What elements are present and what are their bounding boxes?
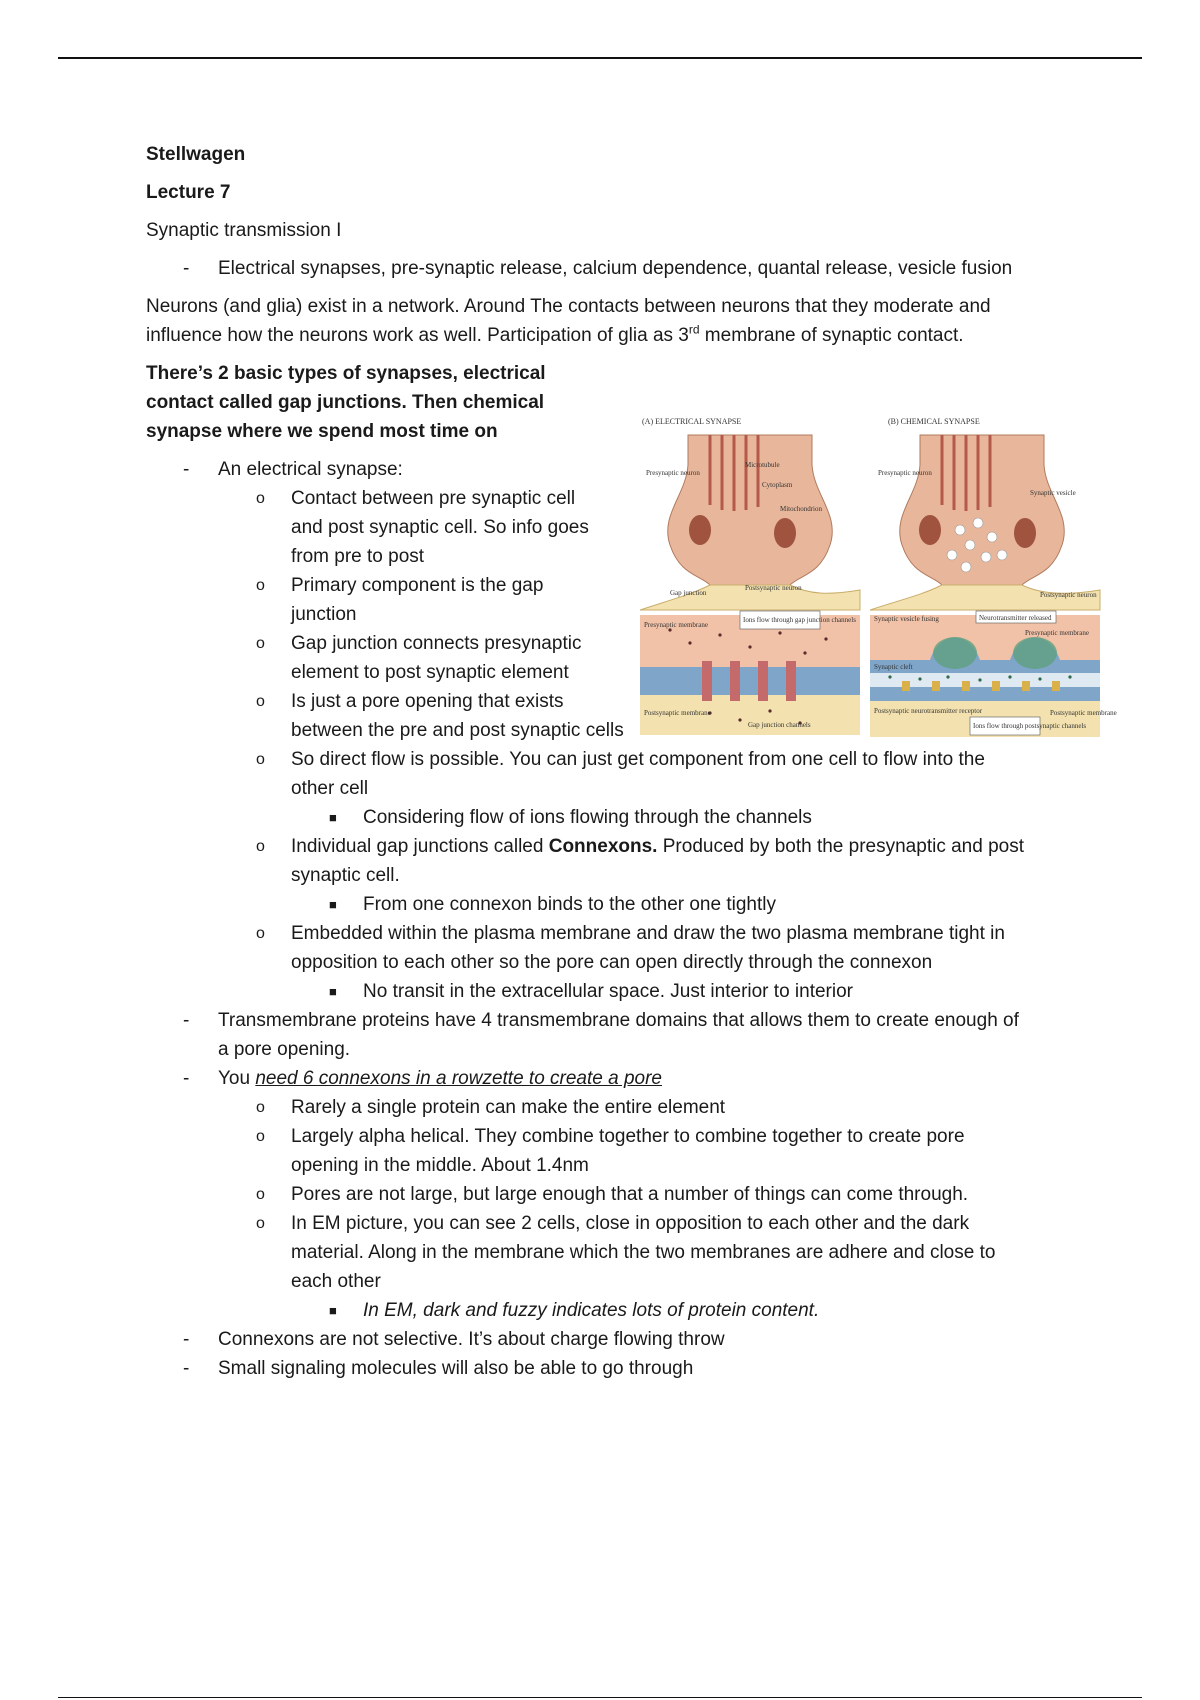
label: Mitochondrion — [780, 505, 822, 513]
list-item: o Individual gap junctions called Connexons. Produced by both the presynaptic and post — [256, 836, 1024, 857]
list-item: o In EM picture, you can see 2 cells, close in opposition to each other and the dark — [256, 1213, 970, 1234]
list-item: o Embedded within the plasma membrane and draw the two plasma membrane tight in — [256, 923, 1005, 944]
list-item: - Transmembrane proteins have 4 transmembrane domains that allows them to create enough of — [183, 1010, 1019, 1031]
intro-bullet: - Electrical synapses, pre-synaptic release, calcium dependence, quantal release, vesicle fusion — [146, 254, 1096, 283]
author-heading: Stellwagen — [146, 144, 246, 165]
header-rule — [58, 57, 1142, 59]
dash-bullet: - — [183, 258, 190, 279]
synapse-types-paragraph: There’s 2 basic types of synapses, electrical contact called gap junctions. Then chemical synapse where we spend most time on — [146, 363, 546, 442]
list-item: o Pores are not large, but large enough that a number of things can come through. — [256, 1184, 969, 1205]
panel-a-title: (A) ELECTRICAL SYNAPSE — [642, 417, 742, 426]
label: Postsynaptic neuron — [745, 584, 802, 592]
label: Synaptic vesicle fusing — [874, 615, 939, 623]
list-item: ■ From one connexon binds to the other one tightly — [329, 894, 776, 915]
list-item: o Contact between pre synaptic cell — [256, 488, 576, 509]
list-item: ■ In EM, dark and fuzzy indicates lots of protein content. — [329, 1300, 820, 1321]
list-item: - Small signaling molecules will also be able to go through — [183, 1358, 694, 1379]
label: Presynaptic neuron — [878, 469, 932, 477]
label: Synaptic cleft — [874, 663, 913, 671]
list-item: o Rarely a single protein can make the entire element — [256, 1097, 726, 1118]
paragraph-network: Neurons (and glia) exist in a network. Around The contacts between neurons that they moderate and influence how the neurons work as well. Participation of glia as 3rd membrane of synaptic contact. — [146, 296, 991, 346]
list-item: ■ Considering flow of ions flowing through the channels — [329, 807, 812, 828]
footer-rule — [58, 1697, 1142, 1698]
label: Cytoplasm — [762, 481, 793, 489]
lecture-heading: Lecture 7 — [146, 182, 231, 203]
list-item: o So direct flow is possible. You can just get component from one cell to flow into the — [256, 749, 985, 770]
list-item: o Gap junction connects presynaptic — [256, 633, 582, 654]
label: Gap junction channels — [748, 721, 811, 729]
list-item: ■ No transit in the extracellular space. Just interior to interior — [329, 981, 853, 1002]
label: Presynaptic membrane — [1025, 629, 1089, 637]
list-item: o Largely alpha helical. They combine together to combine together to create pore — [256, 1126, 965, 1147]
label: Presynaptic membrane — [644, 621, 708, 629]
topic-heading: Synaptic transmission I — [146, 220, 342, 241]
list-item: - An electrical synapse: — [183, 459, 403, 480]
label: Postsynaptic membrane — [1050, 709, 1117, 717]
label: Ions flow through postsynaptic channels — [973, 722, 1087, 730]
list-item: - You need 6 connexons in a rowzette to create a pore — [183, 1068, 662, 1089]
synapse-figure — [630, 415, 1117, 745]
list-item: o Is just a pore opening that exists — [256, 691, 564, 712]
list-item: - Connexons are not selective. It’s about charge flowing throw — [183, 1329, 725, 1350]
label: Gap junction — [670, 589, 707, 597]
label: Microtubule — [745, 461, 780, 469]
label: Neurotransmitter released — [979, 614, 1052, 622]
label: Postsynaptic neuron — [1040, 591, 1097, 599]
label: Presynaptic neuron — [646, 469, 700, 477]
label: Postsynaptic membrane — [644, 709, 711, 717]
label: Ions flow through gap junction channels — [743, 616, 856, 624]
document-body: Stellwagen Lecture 7 Synaptic transmission I - Electrical synapses, pre-synaptic release, calcium dependence, quantal release, vesicle fusion Neurons (and glia) exist in a network. Around The contacts between neurons that they moderate and influence how the neurons work as well. Participation of glia as 3rd membrane of synaptic contact. There’s 2 basic types of synapses, electrical contact called gap junctions. Then chemical synapse where we spend most time on - An electrical synapse: o Contact between pre synaptic cell and post synaptic cell. So info goes from pre to post o Primary component is the gap junction o Gap junction connects presynaptic element to post synaptic element o Is just a pore opening that exists between the pre and post synaptic cells o So direct flow is possible. You can just get component from one cell to flow into the other cell ■ Considering flow of ions flowing through the channels o Individual gap junctions called Connexons. Produced by both the presynaptic and post synaptic cell. ■ From one connexon binds to the other one tightly o Embedded within the plasma membrane and draw the two plasma membrane tight in opposition to each other so the pore can open directly through the connexon ■ No transit in the extracellular space. Just interior to interior - Transmembrane proteins have 4 transmembrane domains that allows them to create enough of a pore opening. - You need 6 connexons in a rowzette to create a pore o Rarely a single protein can make the entire element o Largely alpha helical. They combine together to combine together to create pore opening in the middle. About 1.4nm o Pores are not large, but large enough that a number of things can come through. o In EM picture, you can see 2 cells, close in opposition to each other and the dark material. Along in the membrane which the two membranes are adhere and close to each other ■ In EM, dark and fuzzy indicates lots of protein content. - Connexons are not selective. It’s about charge flowing throw - Small signaling molecules will also be able to go through — [146, 140, 1096, 1383]
chemical-synapse-drawing — [870, 435, 1117, 737]
label: Postsynaptic neurotransmitter receptor — [874, 707, 983, 715]
list-item: o Primary component is the gap — [256, 575, 544, 596]
panel-b-title: (B) CHEMICAL SYNAPSE — [888, 417, 980, 426]
electrical-synapse-drawing — [640, 435, 860, 735]
label: Synaptic vesicle — [1030, 489, 1076, 497]
electrical-synapse-list: - An electrical synapse: o Contact between pre synaptic cell and post synaptic cell. So info goes from pre to post o Primary component is the gap junction o Gap junction connects presynaptic element to post synaptic element o Is just a pore opening that exists between the pre and post synaptic cells o So direct flow is possible. You can just get component from one cell to flow into the other cell ■ Considering flow of ions flowing through the channels o Individual gap junctions called Connexons. Produced by both the presynaptic and post synaptic cell. ■ From one connexon binds to the other one tightly o Embedded within the plasma membrane and draw the two plasma membrane tight in opposition to each other so the pore can open directly through the connexon ■ No transit in the extracellular space. Just interior to interior — [146, 455, 1096, 1006]
